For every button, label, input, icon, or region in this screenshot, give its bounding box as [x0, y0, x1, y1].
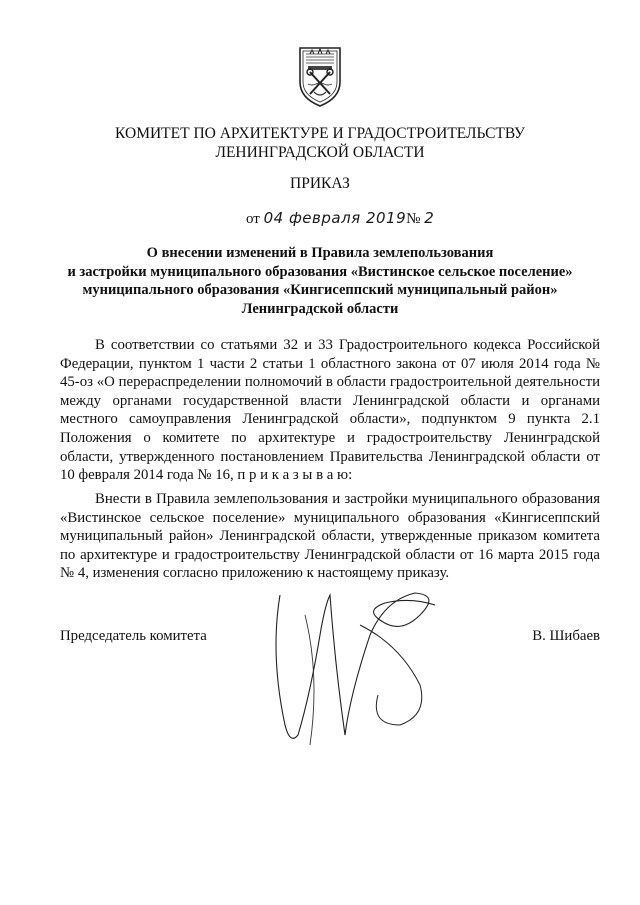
handwritten-number: 2: [424, 209, 435, 227]
committee-line-1: КОМИТЕТ ПО АРХИТЕКТУРЕ И ГРАДОСТРОИТЕЛЬСТВУ: [115, 125, 525, 142]
subject-line-3: муниципального образования «Кингисеппский муниципальный район»: [82, 282, 558, 298]
order-title: ПРИКАЗ: [290, 175, 350, 192]
signer-name: В. Шибаев: [532, 628, 600, 644]
handwritten-signature: [250, 575, 450, 755]
order-subject: [40, 244, 600, 318]
subject-line-2: и застройки муниципального образования «Вистинское сельское поселение»: [67, 263, 573, 280]
signer-title: Председатель комитета: [60, 628, 207, 644]
coat-of-arms-icon: [296, 42, 344, 108]
number-sign: №: [406, 211, 421, 227]
body-paragraph-1: В соответствии со статьями 32 и 33 Градостроительного кодекса Российской Федерации, пунктом 1 части 2 статьи 1 областного закона от 07 июля 2014 года № 45-оз «О перераспределении полномочий в области градостроительной деятельности между органами государственной власти Ленинградской области и органами местного самоуправления Ленинградской области», подпунктом 9 пункта 2.1 Положения о комитете по архитектуре и градостроительству Ленинградской области, утвержденного постановлением Правительства Ленинградской области от 10 февраля 2014 года № 16, п р и к а з ы в а ю:: [60, 337, 600, 484]
subject-line-4: Ленинградской области: [241, 300, 399, 317]
committee-line-2: ЛЕНИНГРАДСКОЙ ОБЛАСТИ: [215, 144, 425, 161]
committee-name: [0, 124, 640, 162]
order-date: [246, 209, 434, 228]
body-paragraph-2: Внести в Правила землепользования и застройки муниципального образования «Вистинское сельское поселение» муниципального образования «Кингисеппский муниципальный район» Ленинградской области, утвержденные приказом комитета по архитектуре и градостроительству Ленинградской области от 16 марта 2015 года № 4, изменения согласно приложению к настоящему приказу.: [60, 491, 600, 582]
date-prefix: от: [246, 211, 260, 227]
subject-line-1: О внесении изменений в Правила землепользования: [146, 245, 494, 261]
handwritten-date: 04 февраля 2019: [263, 209, 407, 227]
